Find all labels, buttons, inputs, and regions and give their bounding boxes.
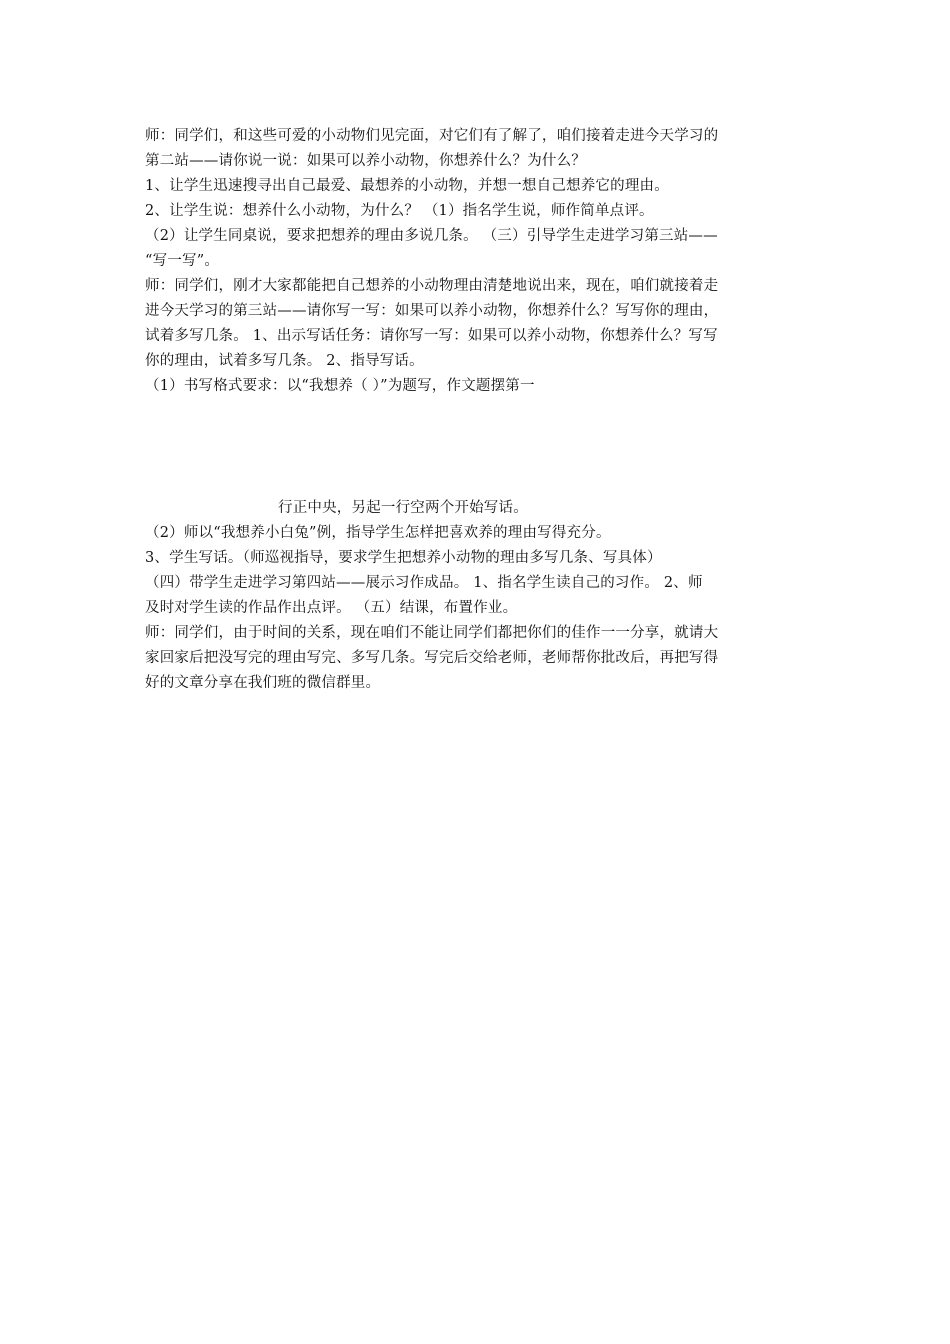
paragraph-line: 1、让学生迅速搜寻出自己最爱、最想养的小动物，并想一想自己想养它的理由。 — [145, 178, 669, 194]
paragraph-line: “写一写”。 — [145, 253, 220, 269]
paragraph-line: 3、学生写话。（师巡视指导，要求学生把想养小动物的理由多写几条、写具体） — [145, 550, 662, 566]
paragraph-line: 师：同学们，和这些可爱的小动物们见完面，对它们有了解了，咱们接着走进今天学习的 — [145, 128, 719, 144]
paragraph-line: 2、让学生说：想养什么小动物，为什么？ （1）指名学生说，师作简单点评。 — [145, 203, 654, 219]
paragraph-line: 及时对学生读的作品作出点评。 （五）结课，布置作业。 — [145, 600, 518, 616]
paragraph-line: （1）书写格式要求：以“我想养（ ）”为题写，作文题摆第一 — [145, 378, 535, 394]
paragraph-line: 师：同学们，刚才大家都能把自己想养的小动物理由清楚地说出来，现在，咱们就接着走 — [145, 278, 719, 294]
paragraph-line: 家回家后把没写完的理由写完、多写几条。写完后交给老师，老师帮你批改后，再把写得 — [145, 650, 719, 666]
paragraph-line: 行正中央，另起一行空两个开始写话。 — [278, 500, 528, 516]
paragraph-line: 试着多写几条。 1、出示写话任务：请你写一写：如果可以养小动物，你想养什么？写写 — [145, 328, 718, 344]
paragraph-line: 师：同学们，由于时间的关系，现在咱们不能让同学们都把你们的佳作一一分享，就请大 — [145, 625, 719, 641]
text-block-top — [145, 124, 810, 399]
paragraph-line: 进今天学习的第三站——请你写一写：如果可以养小动物，你想养什么？写写你的理由， — [145, 303, 719, 319]
paragraph-line: 第二站——请你说一说：如果可以养小动物，你想养什么？为什么？ — [145, 153, 586, 169]
paragraph-line: （2）师以“我想养小白兔”例，指导学生怎样把喜欢养的理由写得充分。 — [145, 525, 611, 541]
paragraph-line: 好的文章分享在我们班的微信群里。 — [145, 675, 381, 691]
text-block-bottom — [145, 496, 810, 696]
paragraph-line: （四）带学生走进学习第四站——展示习作成品。 1、指名学生读自己的习作。 2、师 — [145, 575, 703, 591]
paragraph-line: （2）让学生同桌说，要求把想养的理由多说几条。 （三）引导学生走进学习第三站—— — [145, 228, 718, 244]
paragraph-line: 你的理由，试着多写几条。 2、指导写话。 — [145, 353, 424, 369]
